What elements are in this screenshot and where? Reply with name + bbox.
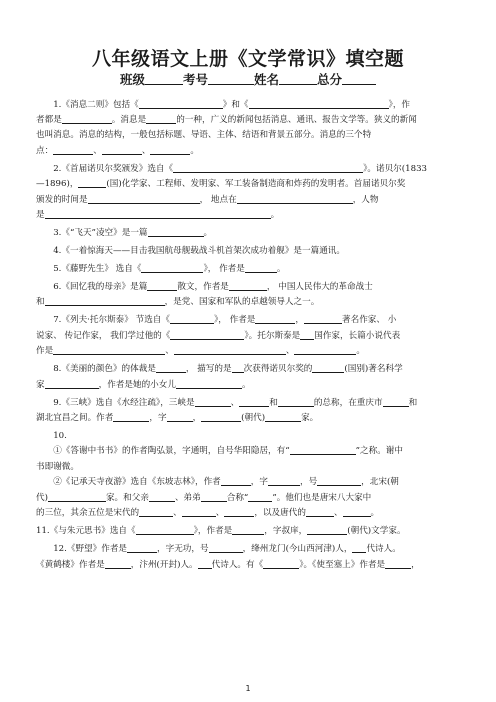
q9-text-a: 9.《三峡》选自《水经注疏》，三峡是 [53,397,195,408]
q10-heading: 10. [53,431,67,442]
q9-blank-6[interactable] [167,411,193,422]
number-label: 考号 [182,72,208,87]
q10-blank-8[interactable] [248,491,272,502]
q2-blank-5[interactable] [45,208,271,219]
question-10-item-1 [36,444,460,459]
question-8-line-2 [36,378,460,393]
q3-text-b: 。 [203,228,213,239]
q1-text-h: 点： [36,145,54,156]
q10-text-s2d: ，北宋(朝 [361,477,399,488]
q5-blank-2[interactable] [245,262,277,273]
q12-text-f: ，汴州(开封)人。 [130,559,198,570]
question-12 [36,542,460,557]
q1-text-b: 》和《 [222,99,249,110]
q1-blank-4[interactable] [146,113,176,124]
q10-blank-1[interactable] [290,444,356,455]
q9-blank-7[interactable] [201,411,241,422]
q9-blank-2[interactable] [239,396,269,407]
q7-text-i: 、 [165,346,174,357]
q1-text-f: 的一种，广义的新闻包括消息、通讯、报告文学等。狭义的新闻 [176,115,417,125]
q7-blank-6[interactable] [53,344,165,355]
q2-blank-1[interactable] [173,162,363,173]
q4-text-a: 4.《一着惊海天——目击我国航母舰载战斗机首架次成功着舰》是一篇通讯。 [53,246,345,257]
question-4 [36,244,460,259]
q10-blank-6[interactable] [149,491,175,502]
q10-blank-2[interactable] [221,475,251,486]
score-label: 总分 [317,72,343,87]
q7-text-k: 。 [356,346,366,357]
q10-blank-10[interactable] [182,506,216,517]
q10-text-s2i: ”。他们也是唐宋八大家中 [272,492,372,503]
q1-blank-7[interactable] [150,144,190,155]
question-10 [36,429,460,444]
q1-text-i: 、 [93,145,102,156]
q9-blank-5[interactable] [113,411,149,422]
question-10-item-2-line-2 [36,491,460,506]
question-1-line-2 [36,113,460,128]
name-blank[interactable] [279,72,317,85]
q8-text-c: 次获得诺贝尔奖的 [243,364,313,375]
q10-blank-4[interactable] [317,475,361,486]
q10-blank-13[interactable] [343,506,371,517]
q12-blank-6[interactable] [263,558,299,569]
q2-text-i: 。 [270,210,280,221]
question-11 [36,524,460,539]
q7-text-c: ， [295,315,304,326]
question-10-item-2-line-3 [36,506,460,521]
q2-text-b: 》。诺贝尔(1833 [363,163,428,174]
question-2-line-4 [36,208,460,223]
q10-text-s1b: ”之称。谢中 [355,446,403,457]
question-2-line-3 [36,193,460,208]
q7-text-j: 、 [285,346,295,357]
q2-text-h: 是 [36,210,45,221]
q7-text-f: 》。托尔斯泰是 [244,330,301,341]
q9-text-g: ，字 [149,413,167,424]
q9-blank-4[interactable] [383,396,409,407]
question-8 [36,362,460,377]
q10-text-s2j: 的三位，其余五位是宋代的 [36,508,140,519]
q10-text-s2m: ，以及唐代的 [254,508,306,519]
q7-blank-3[interactable] [304,313,342,324]
q5-text-b: 》， 作者是 [203,264,245,275]
q9-blank-8[interactable] [265,411,301,422]
q8-text-a: 8.《美丽的颜色》的体裁是 [53,364,156,375]
q12-text-d: 代诗人。 [366,544,401,555]
name-label: 姓名 [254,72,280,87]
q2-text-d: (国)化学家、工程师、发明家、军工装备制造商和炸药的发明者。首届诺贝尔奖 [106,179,406,190]
q10-text-s1a: ①《答谢中书书》的作者陶弘景，字通明，自号华阳隐居，有“ [53,446,290,457]
q10-text-s2h: 合称“ [226,492,249,503]
q5-blank-1[interactable] [141,262,203,273]
question-1-line-3 [36,128,460,143]
question-10-item-1-line-2 [36,460,460,475]
q7-blank-2[interactable] [255,313,295,324]
q12-blank-4[interactable] [105,558,131,569]
q2-blank-3[interactable] [88,193,200,204]
q12-text-a: 12.《野望》作者是 [53,544,128,555]
q7-text-d: 著名作家、 小 [342,315,397,326]
question-list [36,95,460,573]
q11-blank-1[interactable] [136,524,194,535]
q8-text-g: 。 [241,379,251,390]
q6-text-e: ，是党、国家和军队的卓越领导人之一。 [164,297,320,308]
q12-text-i: ， [411,559,420,570]
question-7 [36,313,460,328]
number-blank[interactable] [208,72,254,85]
question-6 [36,280,460,295]
q7-blank-7[interactable] [174,344,286,355]
question-6-line-2 [36,295,460,310]
q1-text-a: 1.《消息二则》包括《 [53,99,139,110]
q2-text-f: ， 地点在 [199,194,237,205]
q10-text-s2e: 代) [36,492,48,503]
q1-text-d: 者都是 [36,115,62,125]
q10-blank-12[interactable] [306,506,334,517]
q5-text-a: 5.《藤野先生》 选自《 [53,264,142,275]
q12-text-c: ，绛州龙门(今山西河津)人， [242,544,353,555]
q2-text-c: —1896)， [36,179,79,190]
q6-text-b: 散文，作者是 [177,282,229,293]
q10-blank-3[interactable] [268,475,300,486]
question-2-line-2 [36,177,460,192]
q10-blank-5[interactable] [48,491,106,502]
q9-text-b: 、 [230,397,240,408]
question-7-line-3 [36,344,460,359]
q6-text-c: ， 中国人民伟大的革命战士 [266,282,373,293]
q10-text-s2b: ，字 [250,477,268,488]
q1-blank-6[interactable] [102,144,142,155]
q2-blank-2[interactable] [78,177,106,188]
class-blank[interactable] [145,72,183,85]
page-number: 1 [245,684,251,693]
q12-blank-3[interactable] [352,542,366,553]
q10-blank-11[interactable] [224,506,254,517]
q5-text-c: 。 [276,264,286,275]
q11-text-b: 》，作者是 [193,526,233,537]
q10-text-s2c: ，号 [299,477,318,488]
q11-blank-3[interactable] [307,524,347,535]
q9-blank-3[interactable] [278,396,314,407]
q7-blank-8[interactable] [294,344,356,355]
q12-blank-2[interactable] [209,542,243,553]
q3-blank-1[interactable] [148,226,204,237]
class-label: 班级 [119,72,145,87]
q8-text-b: ， 描写的是 [185,364,232,375]
q7-text-b: 》， 作者是 [213,315,256,326]
q12-text-h: 》。《使至塞上》作者是 [299,559,386,570]
page-title: 八年级语文上册《文学常识》填空题 [91,48,404,70]
score-blank[interactable] [342,72,376,85]
q2-text-e: 颁发的时间是 [36,194,88,205]
q10-blank-9[interactable] [139,506,173,517]
q1-blank-5[interactable] [53,144,93,155]
q12-blank-7[interactable] [385,558,411,569]
q10-text-s2n: 、 [333,508,343,519]
q9-text-j: 家。 [301,413,319,424]
q8-blank-1[interactable] [156,362,186,373]
q9-text-f: 湖北宜昌之间。作者 [36,413,114,424]
q8-blank-3[interactable] [312,362,344,373]
q1-blank-1[interactable] [139,98,223,109]
q12-text-b: ，字无功，号 [157,544,209,555]
question-5 [36,262,460,277]
q1-text-e: 。消息是 [111,115,147,125]
q11-text-c: ，字叔庠， [264,526,308,537]
q10-text-s2k: 、 [173,508,182,519]
q9-text-h: ， [192,413,202,424]
q12-text-g: 代诗人。有《 [211,559,264,570]
q8-text-e: 家 [36,379,45,390]
q7-text-h: 作是 [36,346,54,357]
q8-blank-4[interactable] [45,378,99,389]
q11-text-a: 11.《与朱元思书》选自《 [36,526,136,537]
q7-text-g: 国作家，长篇小说代表 [314,330,401,341]
q1-blank-2[interactable] [249,98,389,109]
q7-blank-4[interactable] [170,329,244,340]
q1-text-g: 也叫消息。消息的结构，一般包括标题、导语、主体、结语和背景五部分。消息的三个特 [36,130,372,141]
q7-text-a: 7.《列夫·托尔斯泰》 节选自《 [53,315,170,326]
q7-text-e: 说家、 传记作家， 我们学过他的《 [36,330,171,341]
question-9-line-2 [36,411,460,426]
q6-text-a: 6.《回忆我的母亲》是篇 [53,282,148,293]
question-10-item-2 [36,475,460,490]
q10-text-s2f: 家。和父亲 [105,492,149,503]
q2-blank-4[interactable] [237,193,353,204]
q9-text-i: (朝代) [241,413,266,424]
q6-blank-1[interactable] [147,280,177,291]
q3-text-a: 3.《“飞天”凌空》是一篇 [53,228,148,239]
q10-text-s2a: ②《记承天寺夜游》选自《东坡志林》，作者 [53,477,221,488]
q9-blank-1[interactable] [195,396,231,407]
q10-text-s2g: 、弟弟 [174,492,201,503]
question-9 [36,396,460,411]
q1-text-j: 、 [141,145,151,156]
q8-text-d: (国别)著名科学 [344,364,403,375]
q1-text-c: 》，作 [388,99,411,110]
q7-blank-5[interactable] [300,329,314,340]
question-1 [36,98,460,113]
q9-text-e: 和 [408,397,418,408]
q10-text-s2o: 。 [370,508,380,519]
q9-text-d: 的总称，在重庆市 [313,397,383,408]
q1-text-k: 。 [190,145,200,156]
q8-blank-2[interactable] [232,362,244,373]
question-3 [36,226,460,241]
q6-blank-2[interactable] [229,280,267,291]
question-7-line-2 [36,329,460,344]
q12-text-e: 《黄鹤楼》作者是 [36,559,105,570]
q8-blank-5[interactable] [176,378,242,389]
q11-text-d: (朝代)文学家。 [347,526,406,537]
question-12-line-2 [36,558,460,573]
q1-blank-3[interactable] [62,113,112,124]
q2-text-g: ，人物 [352,194,379,205]
q9-text-c: 和 [269,397,278,408]
q6-blank-3[interactable] [45,295,165,306]
q10-text-s1c: 书即谢微。 [36,461,79,472]
q2-text-a: 2.《首届诺贝尔奖颁发》选自《 [53,163,174,174]
student-info-line [0,70,496,88]
q11-blank-2[interactable] [232,524,264,535]
q10-text-s2l: 、 [215,508,225,519]
q12-blank-5[interactable] [198,558,212,569]
question-2 [36,162,460,177]
q7-blank-1[interactable] [170,313,214,324]
q6-text-d: 和 [36,297,45,308]
q12-blank-1[interactable] [127,542,157,553]
q10-blank-7[interactable] [201,491,227,502]
question-1-line-4 [36,144,460,159]
q8-text-f: ，作者是她的小女儿 [98,379,176,390]
